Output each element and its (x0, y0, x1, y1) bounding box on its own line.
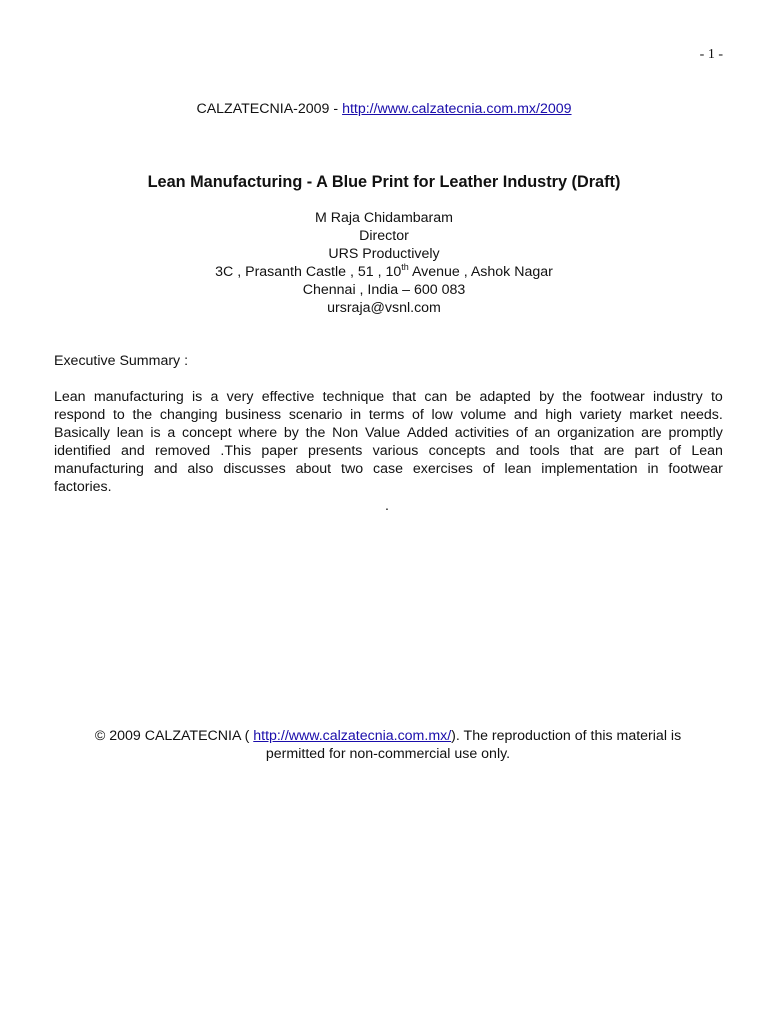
summary-word: where (238, 425, 278, 441)
page-number: - 1 - (699, 47, 723, 62)
summary-word: adapted (479, 389, 531, 405)
summary-word: implementation (541, 461, 638, 477)
summary-word: be (455, 389, 472, 405)
summary-word: business (225, 407, 282, 423)
summary-word: to (710, 389, 723, 405)
summary-word: are (641, 425, 662, 441)
summary-word: and (121, 443, 145, 459)
summary-word: tools (529, 443, 560, 459)
summary-word: footwear (590, 389, 645, 405)
document-title: Lean Manufacturing - A Blue Print for Leather Industry (Draft) (147, 173, 621, 191)
summary-word: effective (261, 389, 315, 405)
summary-word: Basically (54, 425, 110, 441)
summary-word: that (392, 389, 417, 405)
author-email: ursraja@vsnl.com (327, 300, 441, 316)
summary-word: Added (406, 425, 448, 441)
header-link[interactable]: http://www.calzatecnia.com.mx/2009 (342, 101, 572, 117)
address-part2: Avenue , Ashok Nagar (408, 264, 553, 280)
summary-word: Lean (54, 389, 86, 405)
summary-word: of (411, 407, 424, 423)
summary-word: footwear (668, 461, 723, 477)
author-role: Director (359, 228, 409, 244)
address-part1: 3C , Prasanth Castle , 51 , 10 (215, 264, 402, 280)
summary-word: .This (220, 443, 252, 459)
summary-line (54, 388, 723, 406)
summary-word: terms (368, 407, 405, 423)
summary-word: respond (54, 407, 106, 423)
summary-word: also (187, 461, 214, 477)
summary-word: is (192, 389, 203, 405)
summary-word: needs. (680, 407, 723, 423)
summary-word: paper (261, 443, 298, 459)
summary-word: changing (159, 407, 218, 423)
summary-line (54, 460, 723, 478)
summary-word: high (545, 407, 573, 423)
summary-word: and (153, 461, 178, 477)
summary-line: factories. (54, 479, 112, 495)
centered-dot: . (385, 498, 389, 514)
summary-word: and (513, 407, 538, 423)
summary-word: in (350, 407, 362, 423)
summary-word: about (295, 461, 332, 477)
summary-word: various (372, 443, 419, 459)
copyright-suffix: ). The reproduction of this material is (451, 728, 682, 744)
author-company: URS Productively (328, 246, 440, 262)
summary-word: manufacturing (54, 461, 144, 477)
summary-word: the (562, 389, 583, 405)
summary-word: the (305, 425, 326, 441)
summary-word: part (634, 443, 659, 459)
summary-word: industry (653, 389, 703, 405)
summary-word: discusses (223, 461, 286, 477)
summary-word: Value (364, 425, 401, 441)
summary-word: removed (154, 443, 211, 459)
summary-line (54, 406, 723, 424)
summary-word: can (424, 389, 448, 405)
summary-word: identified (54, 443, 111, 459)
copyright-line-1 (0, 727, 768, 745)
summary-line (54, 442, 723, 460)
header-prefix: CALZATECNIA-2009 - (196, 101, 343, 117)
summary-word: organization (557, 425, 635, 441)
summary-word: scenario (288, 407, 343, 423)
summary-word: variety (579, 407, 622, 423)
summary-word: a (167, 425, 176, 441)
summary-word: of (669, 443, 682, 459)
summary-word: are (603, 443, 625, 459)
summary-word: low (431, 407, 453, 423)
summary-word: of (515, 425, 528, 441)
summary-word: a (210, 389, 219, 405)
summary-word: lean (116, 425, 144, 441)
summary-word: to (112, 407, 125, 423)
copyright-line-2: permitted for non-commercial use only. (265, 746, 511, 762)
summary-word: manufacturing (93, 389, 184, 405)
copyright-prefix: © 2009 CALZATECNIA ( (94, 728, 254, 744)
summary-word: promptly (668, 425, 723, 441)
summary-word: is (150, 425, 161, 441)
copyright-notice (0, 727, 768, 763)
summary-word: Non (332, 425, 359, 441)
summary-word: by (539, 389, 555, 405)
summary-word: an (534, 425, 551, 441)
author-city: Chennai , India – 600 083 (302, 282, 466, 298)
author-block (0, 209, 768, 317)
summary-word: two (341, 461, 364, 477)
executive-summary-heading: Executive Summary : (54, 353, 189, 369)
summary-word: and (495, 443, 520, 459)
summary-word: concept (182, 425, 232, 441)
summary-word: of (482, 461, 495, 477)
summary-word: presents (307, 443, 363, 459)
summary-word: exercises (412, 461, 473, 477)
executive-summary-paragraph (54, 388, 723, 496)
summary-word: very (226, 389, 254, 405)
summary-word: in (647, 461, 659, 477)
header-line (0, 100, 768, 118)
summary-line (54, 424, 723, 442)
copyright-link[interactable]: http://www.calzatecnia.com.mx/ (253, 728, 452, 744)
author-name: M Raja Chidambaram (315, 210, 453, 226)
summary-word: that (569, 443, 594, 459)
summary-word: activities (454, 425, 510, 441)
summary-word: case (373, 461, 403, 477)
summary-word: the (132, 407, 153, 423)
summary-word: volume (460, 407, 507, 423)
address-superscript: th (401, 262, 409, 272)
author-address (0, 263, 768, 281)
summary-word: by (283, 425, 299, 441)
summary-word: concepts (428, 443, 486, 459)
summary-word: lean (504, 461, 532, 477)
summary-word: technique (322, 389, 385, 405)
summary-word: market (629, 407, 673, 423)
summary-word: Lean (691, 443, 723, 459)
